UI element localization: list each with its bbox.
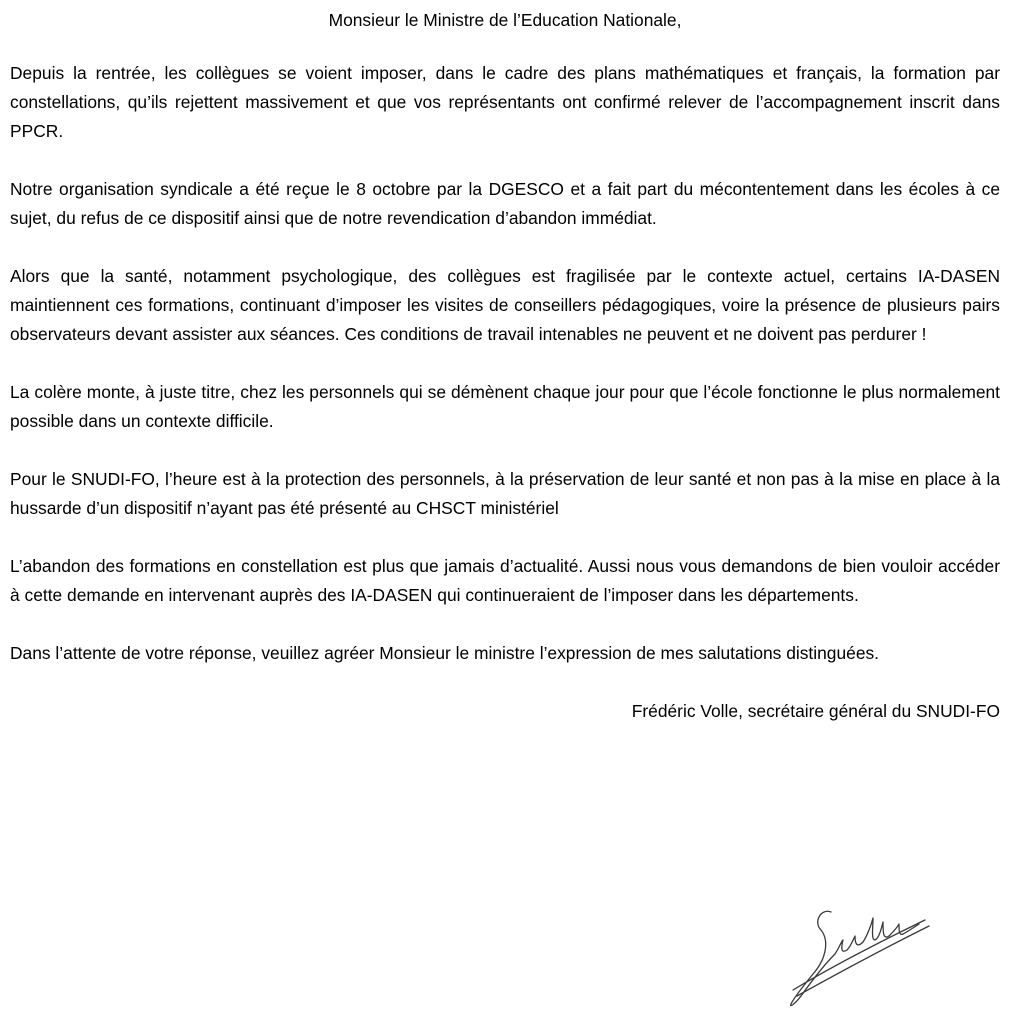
letter-paragraph-6: L’abandon des formations en constellation est plus que jamais d’actualité. Aussi nous vous demandons de bien vouloir accéder à cette demande en intervenant auprès des IA-DASEN qui continueraient de l’imposer dans les départements. [10,556,1000,605]
letter-body [10,6,1000,726]
letter-salutation: Monsieur le Ministre de l’Education Nationale, [328,10,682,30]
signature-drawing [783,900,933,1010]
letter-paragraph-1: Depuis la rentrée, les collègues se voient imposer, dans le cadre des plans mathématiques et français, la formation par constellations, qu’ils rejettent massivement et que vos représentants ont confirmé relever de l’accompagnement inscrit dans PPCR. [10,63,1000,141]
handwritten-signature [783,900,933,1010]
letter-paragraph-3: Alors que la santé, notamment psychologique, des collègues est fragilisée par le contexte actuel, certains IA-DASEN maintiennent ces formations, continuant d’imposer les visites de conseillers pédagogiques, voire la présence de plusieurs pairs observateurs devant assister aux séances. Ces conditions de travail intenables ne peuvent et ne doivent pas perdurer ! [10,266,1000,344]
letter-paragraph-2: Notre organisation syndicale a été reçue le 8 octobre par la DGESCO et a fait part du mécontentement dans les écoles à ce sujet, du refus de ce dispositif ainsi que de notre revendication d’abandon immédiat. [10,179,1000,228]
letter-paragraph-5: Pour le SNUDI-FO, l’heure est à la protection des personnels, à la préservation de leur santé et non pas à la mise en place à la hussarde d’un dispositif n’ayant pas été présenté au CHSCT ministériel [10,469,1000,518]
letter-paragraph-7: Dans l’attente de votre réponse, veuillez agréer Monsieur le ministre l’expression de mes salutations distinguées. [10,643,880,663]
letter-paragraph-4: La colère monte, à juste titre, chez les personnels qui se démènent chaque jour pour que l’école fonctionne le plus normalement possible dans un contexte difficile. [10,382,1000,431]
letter-signatory: Frédéric Volle, secrétaire général du SNUDI-FO [631,701,1000,721]
